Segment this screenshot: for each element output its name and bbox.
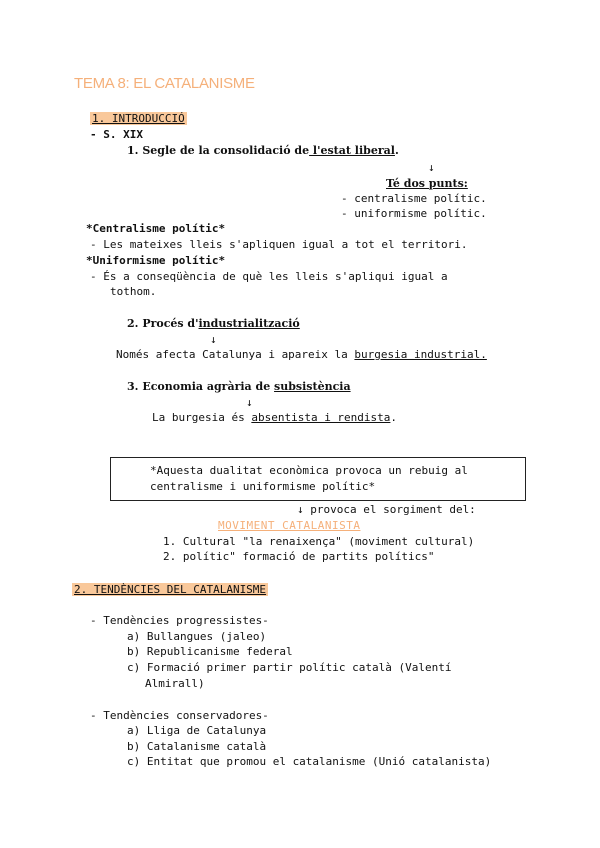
point-3-text: La burgesia és absentista i rendista. (152, 411, 398, 424)
section-1-heading: 1. INTRODUCCIÓ (92, 112, 185, 125)
arrow-down: ↓ (210, 333, 217, 346)
centralisme-text: - Les mateixes lleis s'apliquen igual a tot el territori. (90, 238, 468, 251)
progressistes-item: c) Formació primer partir polític català (Valentí (127, 661, 452, 674)
box-text: *Aquesta dualitat econòmica provoca un rebuig al (150, 464, 468, 477)
point-1: 1. Segle de la consolidació de l'estat liberal. (127, 144, 399, 157)
punt-item: - uniformisme polític. (341, 207, 487, 220)
moviment-catalanista: MOVIMENT CATALANISTA (218, 519, 361, 532)
point-3: 3. Economia agrària de subsistència (127, 380, 351, 393)
conservadores-item: a) Lliga de Catalunya (127, 724, 267, 737)
progressistes-item: b) Republicanisme federal (127, 645, 293, 658)
moviment-item: 2. polític" formació de partits polítics" (163, 550, 435, 563)
uniformisme-title: *Uniformisme polític* (86, 254, 226, 267)
conservadores-item: c) Entitat que promou el catalanisme (Unió catalanista) (127, 755, 492, 768)
point-2-text: Només afecta Catalunya i apareix la burgesia industrial. (116, 348, 487, 361)
s-xix-label: - S. XIX (90, 128, 143, 141)
uniformisme-text: - És a conseqüència de què les lleis s'apliqui igual a (90, 270, 448, 283)
dos-punts-label: Té dos punts: (386, 177, 468, 190)
arrow-down: ↓ (246, 396, 253, 409)
punt-item: - centralisme polític. (341, 192, 487, 205)
progressistes-item: a) Bullangues (jaleo) (127, 630, 267, 643)
provoca-text: ↓ provoca el sorgiment del: (297, 503, 476, 516)
point-2: 2. Procés d'industrialització (127, 317, 300, 330)
moviment-item: 1. Cultural "la renaixença" (moviment cultural) (163, 535, 475, 548)
progressistes-item-cont: Almirall) (145, 677, 205, 690)
centralisme-title: *Centralisme polític* (86, 222, 226, 235)
page-title: TEMA 8: EL CATALANISME (74, 75, 255, 92)
conservadores-item: b) Catalanisme català (127, 740, 267, 753)
conservadores-label: - Tendències conservadores- (90, 709, 269, 722)
section-2-heading: 2. TENDÈNCIES DEL CATALANISME (74, 583, 267, 596)
progressistes-label: - Tendències progressistes- (90, 614, 269, 627)
box-text: centralisme i uniformisme polític* (150, 480, 376, 493)
uniformisme-text: tothom. (110, 285, 157, 298)
arrow-down: ↓ (428, 161, 435, 174)
